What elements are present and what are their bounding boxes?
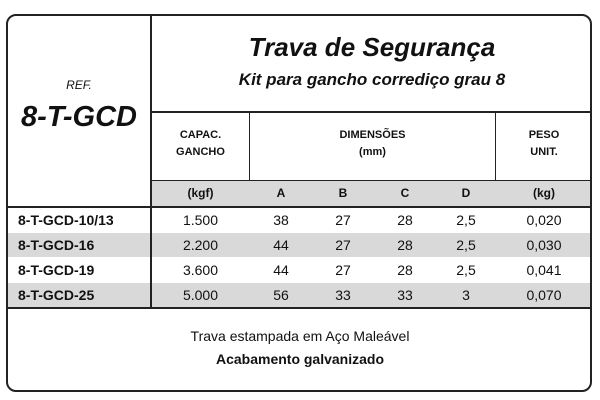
dimensoes-header: DIMENSÕES (mm) (339, 129, 406, 158)
page-subtitle: Kit para gancho corrediço grau 8 (238, 70, 506, 89)
unit-b: B (338, 186, 348, 200)
cell-weight: 0,041 (526, 262, 562, 278)
cell-dim-a: 44 (273, 237, 289, 253)
spec-card (6, 14, 592, 392)
page-title: Trava de Segurança (248, 32, 496, 62)
ref-label: REF. (66, 78, 92, 92)
cell-capacity: 2.200 (182, 237, 219, 253)
cell-dim-b: 33 (335, 287, 351, 303)
cell-ref: 8-T-GCD-16 (18, 237, 95, 253)
unit-kg: (kg) (533, 186, 555, 200)
table-row (8, 233, 592, 257)
cell-capacity: 5.000 (182, 287, 219, 303)
footer-material: Trava estampada em Aço Maleável (190, 328, 410, 344)
table-row (8, 283, 592, 307)
cell-dim-a: 56 (273, 287, 289, 303)
unit-d: D (461, 186, 471, 200)
footer-finish: Acabamento galvanizado (215, 351, 385, 367)
cell-dim-b: 27 (335, 262, 351, 278)
cell-capacity: 1.500 (182, 212, 219, 228)
cell-dim-a: 44 (273, 262, 289, 278)
capac-header: CAPAC. GANCHO (176, 129, 225, 158)
table-row (8, 258, 592, 282)
cell-dim-d: 2,5 (456, 237, 476, 253)
cell-weight: 0,030 (526, 237, 562, 253)
header-divider (8, 206, 592, 208)
cell-dim-d: 2,5 (456, 262, 476, 278)
cell-dim-c: 28 (397, 262, 413, 278)
cell-dim-b: 27 (335, 212, 351, 228)
peso-header: PESO UNIT. (528, 129, 560, 158)
cell-ref: 8-T-GCD-25 (18, 287, 95, 303)
unit-c: C (400, 186, 410, 200)
cell-ref: 8-T-GCD-10/13 (18, 212, 114, 228)
ref-code: 8-T-GCD (21, 101, 137, 133)
unit-a: A (276, 186, 286, 200)
unit-kgf: (kgf) (187, 186, 214, 200)
cell-dim-d: 2,5 (456, 212, 476, 228)
title-divider (150, 111, 592, 113)
cell-dim-c: 33 (397, 287, 413, 303)
cell-capacity: 3.600 (182, 262, 219, 278)
cell-dim-a: 38 (273, 212, 289, 228)
table-bottom-divider (8, 307, 592, 309)
table-row (8, 208, 592, 232)
cell-dim-c: 28 (397, 237, 413, 253)
cell-weight: 0,070 (526, 287, 562, 303)
cell-weight: 0,020 (526, 212, 562, 228)
cell-dim-c: 28 (397, 212, 413, 228)
cell-dim-b: 27 (335, 237, 351, 253)
cell-ref: 8-T-GCD-19 (18, 262, 95, 278)
cell-dim-d: 3 (462, 287, 470, 303)
